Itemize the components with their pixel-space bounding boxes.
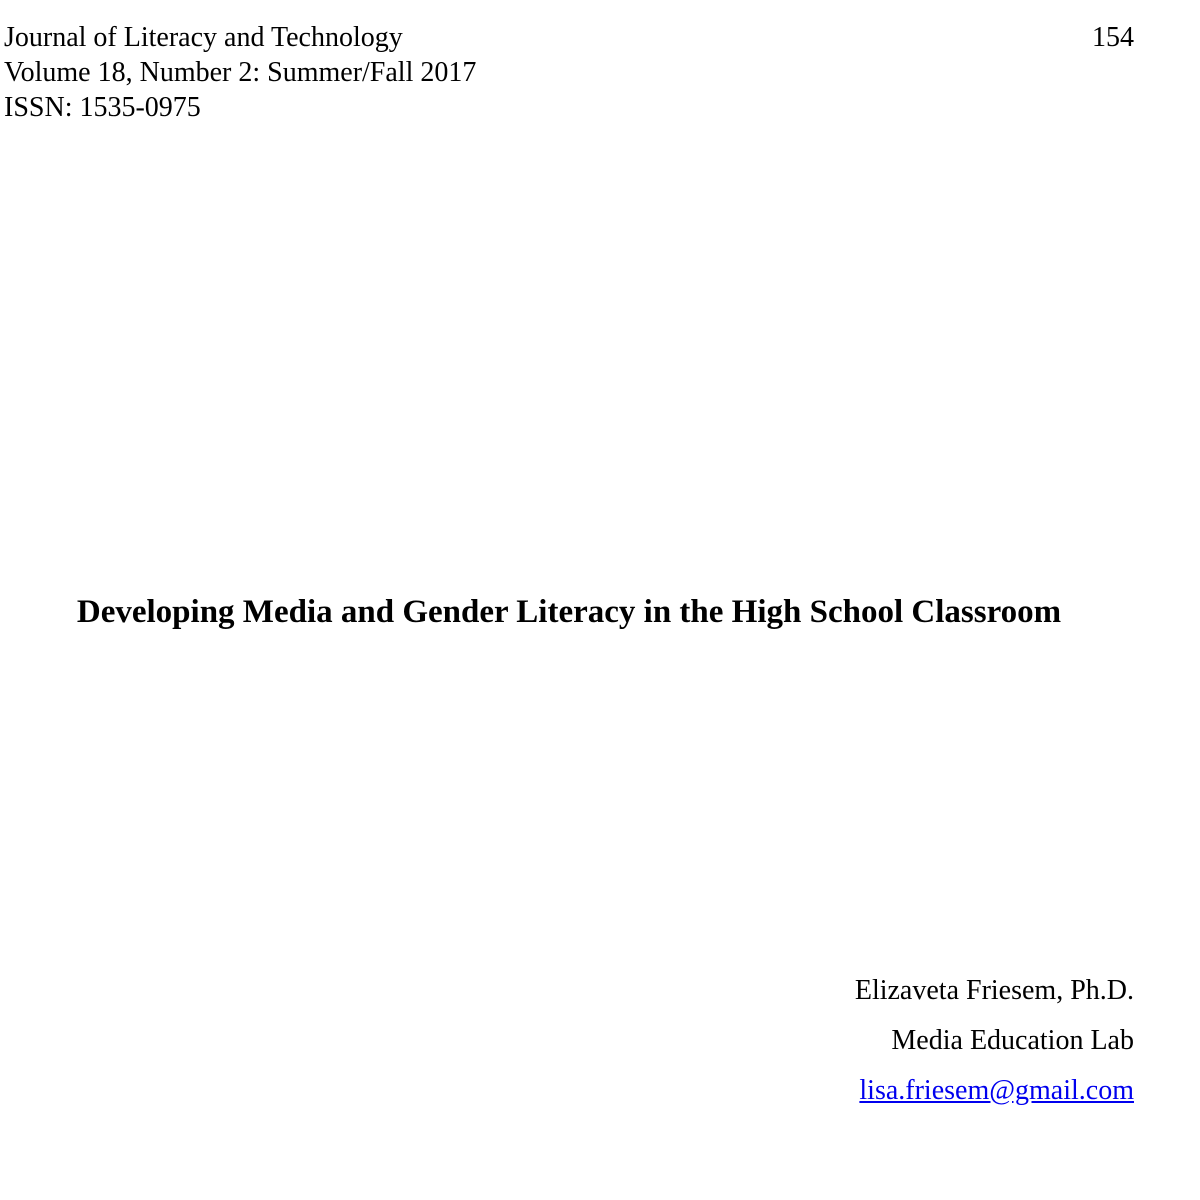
author-affiliation: Media Education Lab xyxy=(891,1025,1134,1056)
page-number: 154 xyxy=(1092,22,1134,53)
running-header xyxy=(4,20,476,125)
article-title: Developing Media and Gender Literacy in the High School Classroom xyxy=(76,594,1062,630)
volume-issue: Volume 18, Number 2: Summer/Fall 2017 xyxy=(4,57,477,88)
journal-name: Journal of Literacy and Technology xyxy=(4,22,403,53)
author-name: Elizaveta Friesem, Ph.D. xyxy=(854,975,1134,1006)
issn: ISSN: 1535-0975 xyxy=(4,92,201,123)
author-email-link[interactable]: lisa.friesem@gmail.com xyxy=(859,1075,1134,1106)
author-block xyxy=(855,966,1134,1116)
